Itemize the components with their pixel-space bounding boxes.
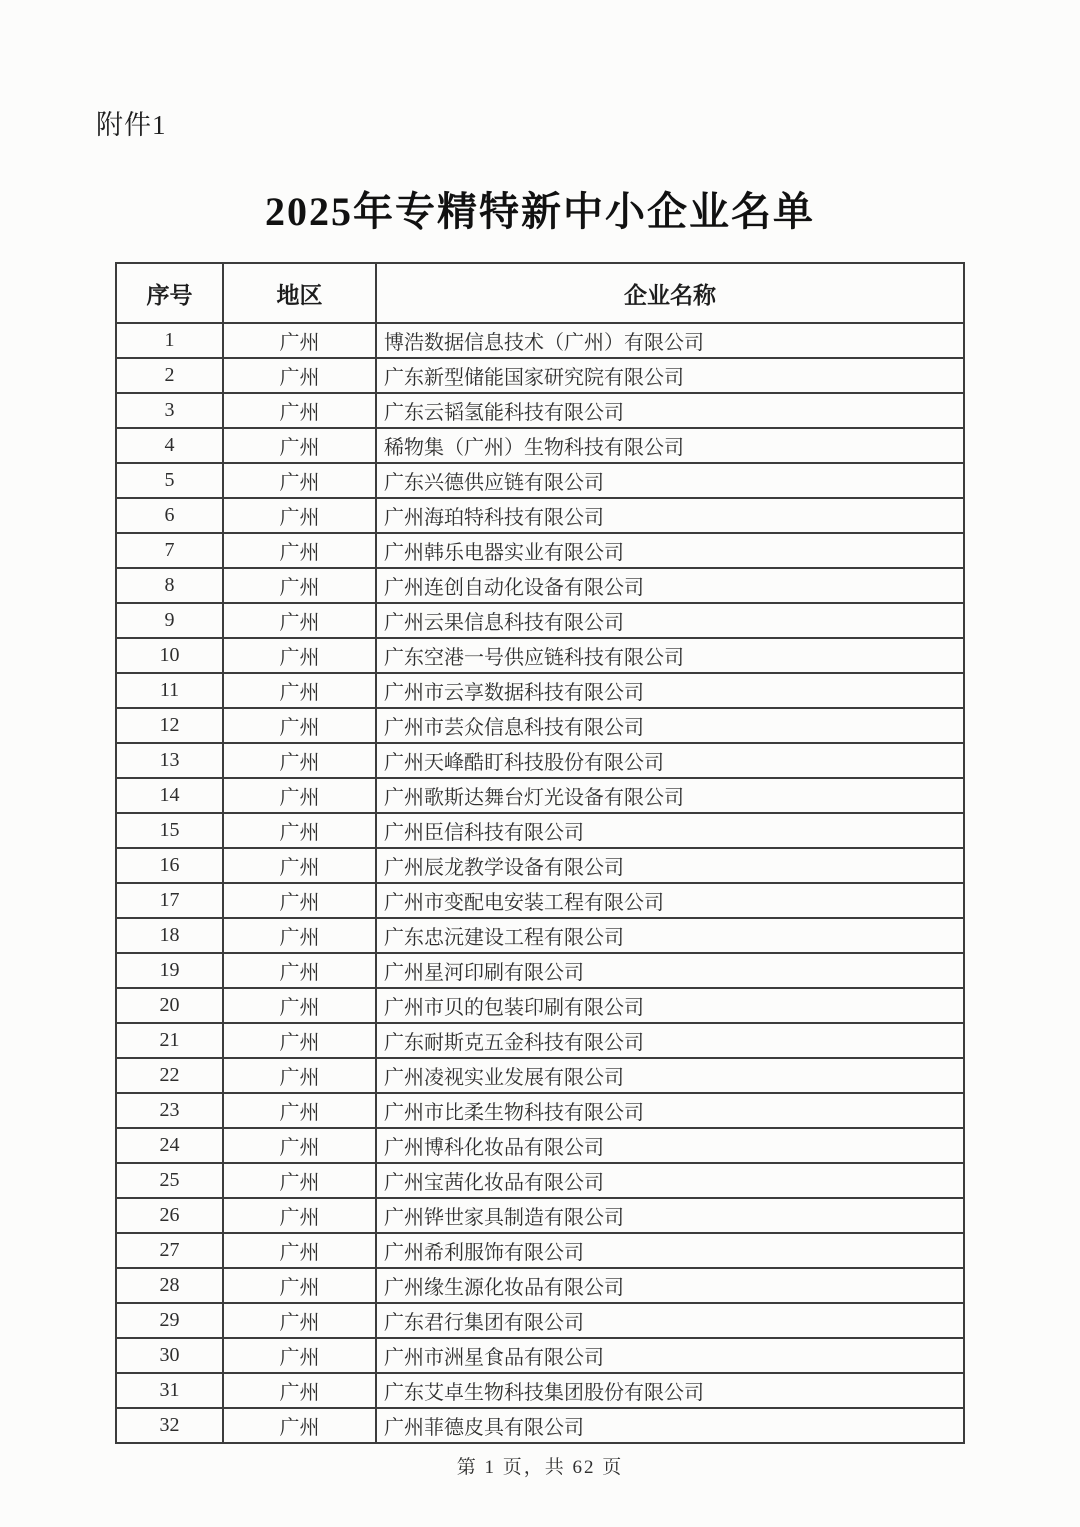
region-cell: 广州 (223, 428, 376, 463)
table-row (116, 568, 964, 603)
region-cell: 广州 (223, 1198, 376, 1233)
region-cell: 广州 (223, 1058, 376, 1093)
row-number-cell: 26 (116, 1198, 223, 1233)
region-cell: 广州 (223, 498, 376, 533)
region-cell: 广州 (223, 1268, 376, 1303)
row-number-cell: 23 (116, 1093, 223, 1128)
company-name-cell: 广州海珀特科技有限公司 (376, 498, 964, 533)
row-number-cell: 25 (116, 1163, 223, 1198)
region-cell: 广州 (223, 1408, 376, 1443)
table-row (116, 673, 964, 708)
row-number-cell: 9 (116, 603, 223, 638)
row-number-cell: 2 (116, 358, 223, 393)
region-cell: 广州 (223, 743, 376, 778)
table-row (116, 1233, 964, 1268)
company-name-cell: 广州市云享数据科技有限公司 (376, 673, 964, 708)
table-row (116, 1268, 964, 1303)
row-number-cell: 29 (116, 1303, 223, 1338)
table-row (116, 533, 964, 568)
table-row (116, 603, 964, 638)
region-cell: 广州 (223, 358, 376, 393)
company-name-cell: 广州铧世家具制造有限公司 (376, 1198, 964, 1233)
region-cell: 广州 (223, 463, 376, 498)
row-number-cell: 27 (116, 1233, 223, 1268)
table-row (116, 918, 964, 953)
company-name-cell: 广东君行集团有限公司 (376, 1303, 964, 1338)
company-name-cell: 广州菲德皮具有限公司 (376, 1408, 964, 1443)
company-name-cell: 广州博科化妆品有限公司 (376, 1128, 964, 1163)
table-row (116, 1338, 964, 1373)
company-name-cell: 广州天峰酷盯科技股份有限公司 (376, 743, 964, 778)
region-cell: 广州 (223, 1303, 376, 1338)
region-cell: 广州 (223, 393, 376, 428)
attachment-label: 附件1 (96, 110, 167, 140)
company-name-cell: 广州云果信息科技有限公司 (376, 603, 964, 638)
table-row (116, 953, 964, 988)
table-row (116, 1408, 964, 1443)
row-number-cell: 22 (116, 1058, 223, 1093)
row-number-cell: 18 (116, 918, 223, 953)
region-cell: 广州 (223, 848, 376, 883)
table-row (116, 778, 964, 813)
table-header-row (116, 263, 964, 323)
company-name-cell: 广州宝茜化妆品有限公司 (376, 1163, 964, 1198)
company-name-cell: 广东兴德供应链有限公司 (376, 463, 964, 498)
company-name-cell: 广东空港一号供应链科技有限公司 (376, 638, 964, 673)
column-header-company: 企业名称 (376, 263, 964, 323)
company-name-cell: 博浩数据信息技术（广州）有限公司 (376, 323, 964, 358)
region-cell: 广州 (223, 1128, 376, 1163)
company-name-cell: 广东艾卓生物科技集团股份有限公司 (376, 1373, 964, 1408)
row-number-cell: 17 (116, 883, 223, 918)
table-row (116, 428, 964, 463)
company-name-cell: 广州歌斯达舞台灯光设备有限公司 (376, 778, 964, 813)
table-row (116, 1163, 964, 1198)
row-number-cell: 24 (116, 1128, 223, 1163)
table-row (116, 813, 964, 848)
region-cell: 广州 (223, 1373, 376, 1408)
row-number-cell: 10 (116, 638, 223, 673)
region-cell: 广州 (223, 1023, 376, 1058)
region-cell: 广州 (223, 673, 376, 708)
row-number-cell: 11 (116, 673, 223, 708)
table-row (116, 1058, 964, 1093)
row-number-cell: 8 (116, 568, 223, 603)
region-cell: 广州 (223, 708, 376, 743)
region-cell: 广州 (223, 918, 376, 953)
region-cell: 广州 (223, 533, 376, 568)
page-title: 2025年专精特新中小企业名单 (265, 189, 815, 234)
region-cell: 广州 (223, 638, 376, 673)
row-number-cell: 6 (116, 498, 223, 533)
region-cell: 广州 (223, 883, 376, 918)
company-name-cell: 广州凌视实业发展有限公司 (376, 1058, 964, 1093)
row-number-cell: 16 (116, 848, 223, 883)
table-row (116, 1303, 964, 1338)
region-cell: 广州 (223, 988, 376, 1023)
table-row (116, 463, 964, 498)
region-cell: 广州 (223, 778, 376, 813)
company-name-cell: 广东耐斯克五金科技有限公司 (376, 1023, 964, 1058)
table-row (116, 883, 964, 918)
column-header-region: 地区 (223, 263, 376, 323)
region-cell: 广州 (223, 1338, 376, 1373)
table-row (116, 708, 964, 743)
region-cell: 广州 (223, 1163, 376, 1198)
region-cell: 广州 (223, 813, 376, 848)
company-name-cell: 广州臣信科技有限公司 (376, 813, 964, 848)
company-name-cell: 广州希利服饰有限公司 (376, 1233, 964, 1268)
company-roster-table (115, 262, 965, 1444)
row-number-cell: 3 (116, 393, 223, 428)
table-row (116, 848, 964, 883)
table-row (116, 1023, 964, 1058)
row-number-cell: 31 (116, 1373, 223, 1408)
table-row (116, 358, 964, 393)
table-row (116, 1373, 964, 1408)
company-name-cell: 广州市比柔生物科技有限公司 (376, 1093, 964, 1128)
company-name-cell: 广州连创自动化设备有限公司 (376, 568, 964, 603)
company-name-cell: 稀物集（广州）生物科技有限公司 (376, 428, 964, 463)
column-header-no: 序号 (116, 263, 223, 323)
row-number-cell: 14 (116, 778, 223, 813)
table-row (116, 1093, 964, 1128)
company-name-cell: 广东忠沅建设工程有限公司 (376, 918, 964, 953)
region-cell: 广州 (223, 323, 376, 358)
table-row (116, 1198, 964, 1233)
company-name-cell: 广东新型储能国家研究院有限公司 (376, 358, 964, 393)
row-number-cell: 20 (116, 988, 223, 1023)
row-number-cell: 1 (116, 323, 223, 358)
row-number-cell: 21 (116, 1023, 223, 1058)
company-name-cell: 广州韩乐电器实业有限公司 (376, 533, 964, 568)
region-cell: 广州 (223, 1233, 376, 1268)
region-cell: 广州 (223, 953, 376, 988)
company-name-cell: 广东云韬氢能科技有限公司 (376, 393, 964, 428)
company-name-cell: 广州市洲星食品有限公司 (376, 1338, 964, 1373)
table-row (116, 638, 964, 673)
table-row (116, 323, 964, 358)
table-row (116, 1128, 964, 1163)
row-number-cell: 32 (116, 1408, 223, 1443)
region-cell: 广州 (223, 1093, 376, 1128)
company-name-cell: 广州缘生源化妆品有限公司 (376, 1268, 964, 1303)
company-name-cell: 广州市芸众信息科技有限公司 (376, 708, 964, 743)
row-number-cell: 28 (116, 1268, 223, 1303)
region-cell: 广州 (223, 568, 376, 603)
table-row (116, 988, 964, 1023)
row-number-cell: 5 (116, 463, 223, 498)
company-name-cell: 广州星河印刷有限公司 (376, 953, 964, 988)
row-number-cell: 13 (116, 743, 223, 778)
table-row (116, 743, 964, 778)
row-number-cell: 19 (116, 953, 223, 988)
row-number-cell: 4 (116, 428, 223, 463)
row-number-cell: 12 (116, 708, 223, 743)
page-number-footer: 第 1 页，共 62 页 (456, 1457, 624, 1478)
row-number-cell: 15 (116, 813, 223, 848)
company-name-cell: 广州市变配电安装工程有限公司 (376, 883, 964, 918)
table-row (116, 393, 964, 428)
company-name-cell: 广州市贝的包装印刷有限公司 (376, 988, 964, 1023)
region-cell: 广州 (223, 603, 376, 638)
company-name-cell: 广州辰龙教学设备有限公司 (376, 848, 964, 883)
table-row (116, 498, 964, 533)
row-number-cell: 7 (116, 533, 223, 568)
row-number-cell: 30 (116, 1338, 223, 1373)
